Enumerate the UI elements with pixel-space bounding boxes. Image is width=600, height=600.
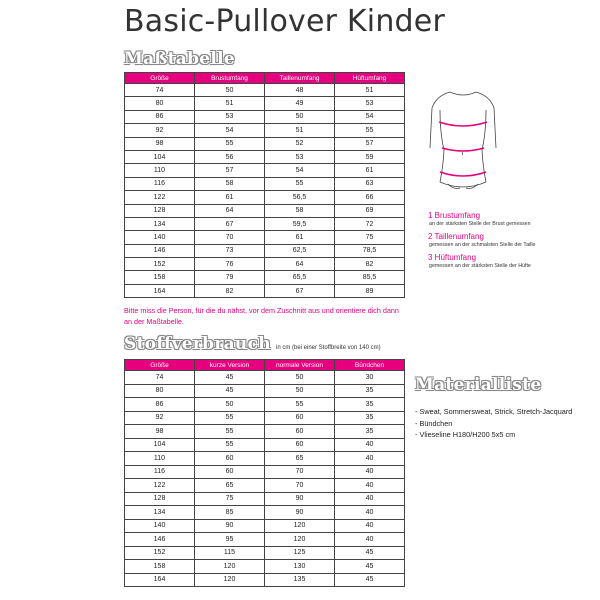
table-cell: 130 bbox=[265, 560, 335, 574]
table-cell: 61 bbox=[195, 191, 265, 204]
table-cell: 74 bbox=[125, 84, 195, 97]
table-cell: 70 bbox=[195, 231, 265, 244]
table-cell: 122 bbox=[125, 479, 195, 493]
table-cell: 45 bbox=[335, 560, 405, 574]
table-cell: 56,5 bbox=[265, 191, 335, 204]
table-cell: 86 bbox=[125, 398, 195, 412]
table-cell: 80 bbox=[125, 97, 195, 110]
table-cell: 98 bbox=[125, 137, 195, 150]
table-cell: 95 bbox=[195, 533, 265, 547]
table-row bbox=[125, 425, 405, 439]
table-cell: 63 bbox=[335, 177, 405, 190]
table-row bbox=[125, 452, 405, 466]
table-cell: 115 bbox=[195, 546, 265, 560]
table-row bbox=[125, 150, 405, 163]
table-cell: 62,5 bbox=[265, 244, 335, 257]
measure-legend bbox=[428, 211, 558, 274]
table-cell: 116 bbox=[125, 465, 195, 479]
stoff-table-header-row bbox=[125, 360, 405, 371]
table-cell: 40 bbox=[335, 452, 405, 466]
table-cell: 45 bbox=[195, 371, 265, 385]
stoff-table bbox=[124, 359, 405, 587]
table-cell: 86 bbox=[125, 110, 195, 123]
table-row bbox=[125, 411, 405, 425]
table-cell: 82 bbox=[335, 258, 405, 271]
table-cell: 40 bbox=[335, 479, 405, 493]
table-cell: 51 bbox=[195, 97, 265, 110]
table-cell: 53 bbox=[265, 150, 335, 163]
table-cell: 35 bbox=[335, 411, 405, 425]
table-cell: 60 bbox=[195, 465, 265, 479]
table-cell: 50 bbox=[265, 371, 335, 385]
table-cell: 40 bbox=[335, 438, 405, 452]
table-row bbox=[125, 384, 405, 398]
table-cell: 116 bbox=[125, 177, 195, 190]
table-cell: 125 bbox=[265, 546, 335, 560]
mass-col-header: Größe bbox=[125, 73, 195, 84]
table-row bbox=[125, 244, 405, 257]
mass-table-header-row bbox=[125, 73, 405, 84]
table-row bbox=[125, 546, 405, 560]
table-cell: 134 bbox=[125, 217, 195, 230]
table-row bbox=[125, 573, 405, 587]
table-cell: 64 bbox=[195, 204, 265, 217]
table-cell: 45 bbox=[335, 546, 405, 560]
table-cell: 92 bbox=[125, 124, 195, 137]
table-cell: 55 bbox=[265, 177, 335, 190]
table-cell: 92 bbox=[125, 411, 195, 425]
table-row bbox=[125, 217, 405, 230]
table-cell: 134 bbox=[125, 506, 195, 520]
table-cell: 60 bbox=[265, 438, 335, 452]
mass-table-heading: Maßtabelle bbox=[124, 49, 236, 69]
table-cell: 55 bbox=[195, 411, 265, 425]
table-cell: 50 bbox=[265, 384, 335, 398]
material-item: - Bündchen bbox=[415, 418, 453, 428]
table-cell: 85,5 bbox=[335, 271, 405, 284]
table-cell: 80 bbox=[125, 384, 195, 398]
table-cell: 60 bbox=[265, 411, 335, 425]
table-cell: 55 bbox=[335, 124, 405, 137]
table-cell: 57 bbox=[195, 164, 265, 177]
table-row bbox=[125, 506, 405, 520]
mass-table bbox=[124, 72, 405, 298]
table-row bbox=[125, 479, 405, 493]
table-cell: 104 bbox=[125, 150, 195, 163]
table-row bbox=[125, 533, 405, 547]
table-cell: 55 bbox=[265, 398, 335, 412]
stoff-col-header: Bündchen bbox=[335, 360, 405, 371]
table-cell: 65,5 bbox=[265, 271, 335, 284]
table-cell: 52 bbox=[265, 137, 335, 150]
table-cell: 53 bbox=[335, 97, 405, 110]
table-cell: 45 bbox=[335, 573, 405, 587]
table-cell: 48 bbox=[265, 84, 335, 97]
table-cell: 55 bbox=[195, 137, 265, 150]
table-row bbox=[125, 97, 405, 110]
table-cell: 128 bbox=[125, 204, 195, 217]
table-cell: 120 bbox=[265, 519, 335, 533]
table-cell: 61 bbox=[265, 231, 335, 244]
table-cell: 70 bbox=[265, 465, 335, 479]
table-cell: 55 bbox=[195, 425, 265, 439]
table-cell: 152 bbox=[125, 258, 195, 271]
table-cell: 98 bbox=[125, 425, 195, 439]
table-row bbox=[125, 137, 405, 150]
body-figure-illustration bbox=[418, 88, 508, 208]
table-cell: 146 bbox=[125, 244, 195, 257]
stoff-col-header: Größe bbox=[125, 360, 195, 371]
table-cell: 135 bbox=[265, 573, 335, 587]
legend-item-huefte bbox=[428, 253, 558, 270]
table-cell: 40 bbox=[335, 465, 405, 479]
table-cell: 40 bbox=[335, 533, 405, 547]
legend-item-brust bbox=[428, 211, 558, 228]
table-cell: 50 bbox=[195, 398, 265, 412]
table-cell: 58 bbox=[265, 204, 335, 217]
table-cell: 90 bbox=[195, 519, 265, 533]
table-cell: 53 bbox=[195, 110, 265, 123]
table-row bbox=[125, 84, 405, 97]
legend-desc: gemessen an der stärksten Stelle der Hüfte bbox=[429, 263, 531, 269]
stoff-col-header: normale Version bbox=[265, 360, 335, 371]
mass-col-header: Brustumfang bbox=[195, 73, 265, 84]
table-cell: 54 bbox=[335, 110, 405, 123]
table-row bbox=[125, 519, 405, 533]
table-cell: 54 bbox=[265, 164, 335, 177]
table-cell: 35 bbox=[335, 398, 405, 412]
table-cell: 57 bbox=[335, 137, 405, 150]
table-cell: 65 bbox=[195, 479, 265, 493]
measure-note: Bitte miss die Person, für die du nähst, vor dem Zuschnitt aus und orientiere dich dann an der Maßtabelle. bbox=[124, 306, 399, 326]
table-cell: 59 bbox=[335, 150, 405, 163]
table-cell: 40 bbox=[335, 506, 405, 520]
table-cell: 110 bbox=[125, 164, 195, 177]
page-title: Basic-Pullover Kinder bbox=[124, 4, 445, 39]
legend-desc: gemessen an der schmalsten Stelle der Taille bbox=[429, 242, 536, 248]
table-cell: 74 bbox=[125, 371, 195, 385]
table-row bbox=[125, 398, 405, 412]
table-cell: 140 bbox=[125, 519, 195, 533]
table-cell: 40 bbox=[335, 519, 405, 533]
mass-col-header: Hüftumfang bbox=[335, 73, 405, 84]
table-cell: 49 bbox=[265, 97, 335, 110]
table-cell: 67 bbox=[195, 217, 265, 230]
table-cell: 104 bbox=[125, 438, 195, 452]
table-cell: 55 bbox=[195, 438, 265, 452]
table-cell: 72 bbox=[335, 217, 405, 230]
material-heading: Materialliste bbox=[415, 375, 542, 395]
table-cell: 60 bbox=[195, 452, 265, 466]
stoff-subnote: in cm (bei einer Stoffbreite von 140 cm) bbox=[276, 345, 381, 351]
table-cell: 50 bbox=[195, 84, 265, 97]
table-cell: 30 bbox=[335, 371, 405, 385]
table-row bbox=[125, 258, 405, 271]
table-cell: 164 bbox=[125, 573, 195, 587]
table-cell: 35 bbox=[335, 425, 405, 439]
legend-item-taille bbox=[428, 232, 558, 249]
table-row bbox=[125, 204, 405, 217]
table-cell: 51 bbox=[265, 124, 335, 137]
table-row bbox=[125, 284, 405, 297]
legend-desc: an der stärksten Stelle der Brust gemessen bbox=[429, 221, 531, 227]
table-cell: 50 bbox=[265, 110, 335, 123]
legend-title: 2 Taillenumfang bbox=[428, 232, 484, 241]
table-row bbox=[125, 177, 405, 190]
table-cell: 40 bbox=[335, 492, 405, 506]
stoff-col-header: kurze Version bbox=[195, 360, 265, 371]
table-row bbox=[125, 110, 405, 123]
table-cell: 51 bbox=[335, 84, 405, 97]
table-cell: 120 bbox=[195, 573, 265, 587]
table-row bbox=[125, 124, 405, 137]
table-row bbox=[125, 231, 405, 244]
mass-col-header: Taillenumfang bbox=[265, 73, 335, 84]
table-cell: 90 bbox=[265, 506, 335, 520]
table-row bbox=[125, 465, 405, 479]
table-cell: 75 bbox=[335, 231, 405, 244]
table-cell: 54 bbox=[195, 124, 265, 137]
table-cell: 75 bbox=[195, 492, 265, 506]
table-cell: 158 bbox=[125, 271, 195, 284]
table-row bbox=[125, 560, 405, 574]
table-cell: 146 bbox=[125, 533, 195, 547]
legend-title: 1 Brustumfang bbox=[428, 211, 481, 220]
material-item: - Sweat, Sommersweat, Strick, Stretch-Jacquard bbox=[415, 407, 573, 416]
table-row bbox=[125, 492, 405, 506]
stoff-heading: Stoffverbrauch bbox=[124, 334, 271, 354]
table-cell: 69 bbox=[335, 204, 405, 217]
table-cell: 82 bbox=[195, 284, 265, 297]
table-cell: 35 bbox=[335, 384, 405, 398]
table-cell: 45 bbox=[195, 384, 265, 398]
table-cell: 73 bbox=[195, 244, 265, 257]
table-row bbox=[125, 371, 405, 385]
table-row bbox=[125, 164, 405, 177]
table-cell: 58 bbox=[195, 177, 265, 190]
table-cell: 90 bbox=[265, 492, 335, 506]
table-cell: 110 bbox=[125, 452, 195, 466]
table-cell: 79 bbox=[195, 271, 265, 284]
table-cell: 61 bbox=[335, 164, 405, 177]
table-cell: 158 bbox=[125, 560, 195, 574]
table-row bbox=[125, 438, 405, 452]
table-cell: 59,5 bbox=[265, 217, 335, 230]
table-cell: 60 bbox=[265, 425, 335, 439]
table-row bbox=[125, 271, 405, 284]
table-cell: 89 bbox=[335, 284, 405, 297]
legend-title: 3 Hüftumfang bbox=[428, 253, 477, 262]
table-cell: 120 bbox=[265, 533, 335, 547]
table-cell: 140 bbox=[125, 231, 195, 244]
material-list bbox=[415, 406, 595, 441]
table-cell: 56 bbox=[195, 150, 265, 163]
table-cell: 66 bbox=[335, 191, 405, 204]
table-cell: 128 bbox=[125, 492, 195, 506]
mass-table-body bbox=[125, 84, 405, 298]
material-item: - Vlieseline H180/H200 5x5 cm bbox=[415, 430, 516, 439]
table-cell: 122 bbox=[125, 191, 195, 204]
table-cell: 65 bbox=[265, 452, 335, 466]
table-cell: 85 bbox=[195, 506, 265, 520]
table-row bbox=[125, 191, 405, 204]
table-cell: 152 bbox=[125, 546, 195, 560]
table-cell: 67 bbox=[265, 284, 335, 297]
table-cell: 76 bbox=[195, 258, 265, 271]
table-cell: 164 bbox=[125, 284, 195, 297]
table-cell: 64 bbox=[265, 258, 335, 271]
table-cell: 78,5 bbox=[335, 244, 405, 257]
table-cell: 70 bbox=[265, 479, 335, 493]
table-cell: 120 bbox=[195, 560, 265, 574]
stoff-table-body bbox=[125, 371, 405, 587]
